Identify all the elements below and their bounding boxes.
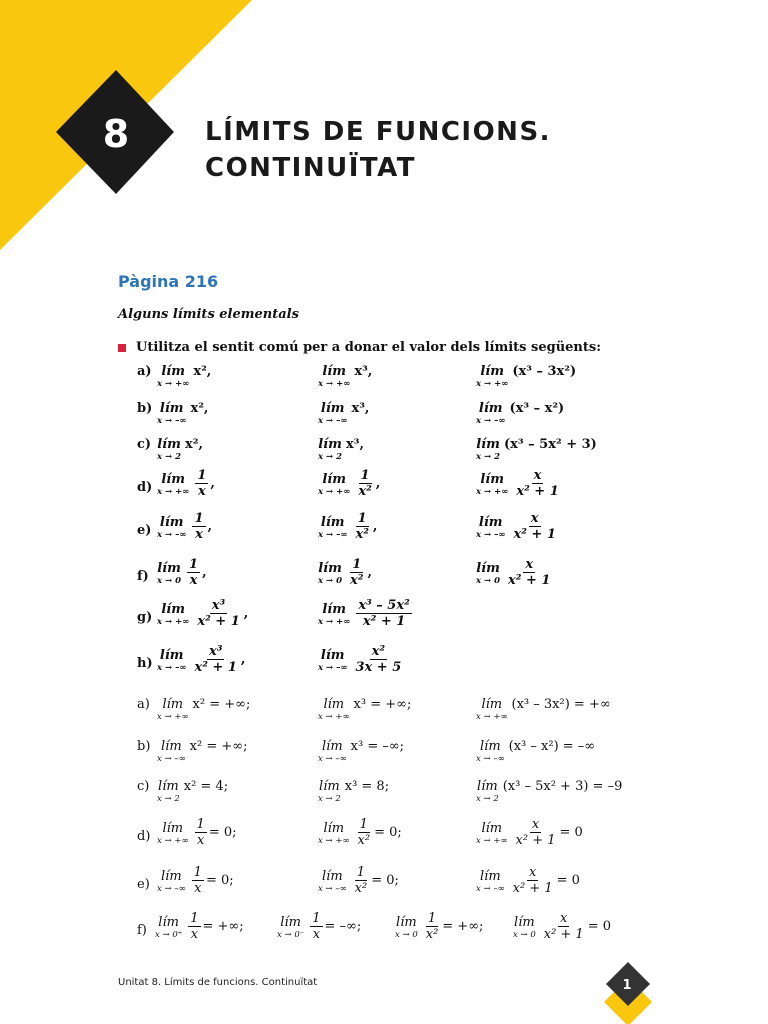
limit-subscript: x → –∞	[318, 663, 348, 673]
fraction	[192, 644, 238, 675]
limit-result: ,	[375, 476, 381, 491]
limit-subscript: x → 0	[318, 576, 343, 586]
limit-word: lím	[322, 739, 343, 754]
limit-word: lím	[157, 437, 181, 452]
question-limit-cell	[157, 598, 248, 629]
limit-expression: x² = +∞;	[189, 739, 248, 754]
limit-subscript: x → –∞	[476, 754, 505, 764]
answer-limit-cell	[318, 739, 404, 764]
fraction-numerator: x²	[371, 644, 386, 659]
limit-operator	[476, 401, 505, 426]
limit-word: lím	[162, 697, 184, 712]
limit-operator	[157, 602, 189, 627]
fraction-numerator: 1	[359, 817, 368, 832]
fraction-numerator: 1	[193, 865, 202, 880]
limit-subscript: x → 0	[476, 576, 501, 586]
limit-word: lím	[158, 779, 179, 794]
limit-operator	[318, 561, 342, 586]
fraction-numerator: x	[560, 911, 568, 926]
answer-label: e)	[137, 877, 150, 892]
exercise-instruction	[118, 340, 601, 355]
fraction	[514, 817, 558, 848]
limit-expression: x² = +∞;	[192, 697, 251, 712]
fraction-numerator: 1	[194, 511, 204, 526]
limit-subscript: x → +∞	[318, 712, 350, 722]
limit-subscript: x → –∞	[157, 754, 186, 764]
limit-operator	[476, 869, 505, 894]
limit-operator	[318, 739, 347, 764]
answer-limit-cell	[476, 817, 583, 848]
fraction-denominator: x²	[425, 927, 439, 942]
answer-limit-cell	[476, 779, 622, 804]
limit-word: lím	[161, 472, 185, 487]
fraction	[542, 911, 586, 942]
limit-subscript: x → 0⁻	[277, 930, 305, 940]
question-limit-cell	[157, 401, 208, 426]
limit-subscript: x → +∞	[318, 836, 350, 846]
chapter-title-line1: LÍMITS DE FUNCIONS.	[205, 117, 552, 147]
limit-subscript: x → +∞	[157, 712, 189, 722]
question-limit-cell	[476, 511, 560, 542]
question-limit-cell	[476, 401, 564, 426]
question-limit-cell	[157, 557, 207, 588]
fraction-numerator: 1	[357, 511, 367, 526]
limit-operator	[476, 472, 508, 497]
limit-operator	[476, 739, 505, 764]
limit-word: lím	[481, 821, 503, 836]
limit-operator	[476, 697, 508, 722]
limit-expression: x² = 4;	[183, 779, 229, 794]
limit-subscript: x → +∞	[476, 836, 508, 846]
limit-expression: (x³ – x²) = –∞	[508, 739, 596, 754]
limit-operator	[318, 697, 350, 722]
fraction-denominator: x	[189, 573, 198, 588]
limit-word: lím	[476, 437, 500, 452]
instruction-text: Utilitza el sentit comú per a donar el valor dels límits següents:	[136, 340, 601, 355]
section-subheading: Alguns límits elementals	[118, 307, 299, 322]
fraction-denominator: x² + 1	[362, 614, 406, 629]
limit-word: lím	[159, 515, 184, 530]
fraction-denominator: x	[190, 927, 199, 942]
question-label: d)	[137, 480, 153, 495]
fraction-denominator: 3x + 5	[355, 660, 402, 675]
limit-subscript: x → +∞	[157, 617, 190, 627]
question-label: a)	[137, 364, 152, 379]
answer-limit-cell	[157, 697, 250, 722]
fraction-denominator: x	[197, 484, 206, 499]
question-label: h)	[137, 656, 153, 671]
question-label: b)	[137, 401, 153, 416]
fraction-numerator: 1	[352, 557, 362, 572]
limit-operator	[157, 401, 186, 426]
limit-subscript: x → –∞	[318, 754, 347, 764]
fraction-numerator: 1	[189, 557, 199, 572]
limit-subscript: x → 0	[395, 930, 418, 940]
answer-label: c)	[137, 779, 150, 794]
fraction-denominator: x	[195, 527, 203, 542]
limit-operator	[318, 602, 350, 627]
fraction-denominator: x² + 1	[516, 484, 559, 499]
limit-operator	[157, 739, 186, 764]
question-limit-cell	[476, 364, 576, 389]
limit-result: ,	[372, 519, 378, 534]
limit-result: = 0;	[371, 873, 399, 888]
answer-label: d)	[137, 829, 151, 844]
limit-subscript: x → +∞	[318, 379, 351, 389]
limit-word: lím	[478, 401, 503, 416]
limit-word: lím	[161, 869, 182, 884]
fraction-denominator: x² + 1	[543, 927, 584, 942]
fraction-numerator: 1	[427, 911, 437, 926]
limit-subscript: x → –∞	[157, 416, 187, 426]
limit-subscript: x → +∞	[157, 487, 190, 497]
limit-expression: x²,	[185, 437, 204, 452]
limit-word: lím	[323, 821, 345, 836]
limit-expression: (x³ – 5x² + 3) = –9	[502, 779, 623, 794]
fraction-denominator: x²	[354, 881, 368, 896]
answer-limit-cell	[157, 739, 247, 764]
fraction	[424, 911, 441, 942]
fraction	[356, 817, 373, 848]
fraction-numerator: 1	[312, 911, 321, 926]
question-label: e)	[137, 523, 152, 538]
limit-subscript: x → –∞	[318, 416, 348, 426]
limit-expression: x³,	[351, 401, 370, 416]
limit-word: lím	[318, 437, 342, 452]
limit-subscript: x → –∞	[318, 884, 347, 894]
limit-subscript: x → –∞	[318, 530, 348, 540]
fraction-denominator: x²	[350, 573, 364, 588]
limit-word: lím	[157, 561, 181, 576]
limit-operator	[318, 869, 347, 894]
limit-word: lím	[480, 364, 504, 379]
limit-result: = 0;	[374, 825, 402, 840]
limit-word: lím	[476, 561, 500, 576]
limit-subscript: x → +∞	[157, 836, 189, 846]
fraction	[511, 865, 555, 896]
limit-result: ,	[240, 652, 246, 667]
limit-word: lím	[477, 779, 498, 794]
fraction-denominator: x²	[357, 833, 371, 848]
limit-word: lím	[161, 364, 185, 379]
limit-word: lím	[323, 697, 345, 712]
limit-subscript: x → –∞	[476, 530, 506, 540]
fraction	[514, 468, 560, 499]
answer-limit-cell	[157, 817, 237, 848]
limit-operator	[157, 515, 186, 540]
limit-result: = +∞;	[202, 919, 244, 934]
limit-word: lím	[161, 739, 182, 754]
fraction-denominator: x² + 1	[197, 614, 240, 629]
limit-word: lím	[320, 648, 345, 663]
answer-label: b)	[137, 739, 151, 754]
fraction-numerator: 1	[360, 468, 370, 483]
limit-word: lím	[481, 697, 503, 712]
limit-word: lím	[161, 602, 185, 617]
limit-result: ,	[202, 565, 207, 580]
answer-limit-cell	[476, 697, 611, 722]
limit-operator	[157, 648, 186, 673]
bullet-square-icon	[118, 344, 126, 352]
limit-word: lím	[319, 779, 340, 794]
limit-operator	[476, 437, 500, 462]
question-limit-cell	[157, 364, 211, 389]
question-label: f)	[137, 569, 149, 584]
limit-subscript: x → +∞	[476, 379, 509, 389]
question-limit-cell	[318, 437, 364, 462]
fraction	[195, 817, 207, 848]
fraction	[353, 865, 370, 896]
question-limit-cell	[476, 437, 597, 462]
limit-subscript: x → 2	[157, 452, 182, 462]
fraction-denominator: x²	[358, 484, 372, 499]
question-label: c)	[137, 437, 152, 452]
question-limit-cell	[476, 557, 554, 588]
fraction-numerator: 1	[196, 817, 205, 832]
answer-limit-cell	[157, 779, 228, 804]
limit-word: lím	[396, 915, 417, 930]
limit-subscript: x → –∞	[157, 884, 186, 894]
limit-word: lím	[159, 648, 184, 663]
chapter-title-line2: CONTINUÏTAT	[205, 153, 416, 183]
limit-word: lím	[322, 472, 346, 487]
limit-operator	[277, 915, 304, 940]
limit-word: lím	[480, 472, 504, 487]
limit-result: = +∞;	[442, 919, 484, 934]
fraction	[192, 511, 205, 542]
limit-operator	[157, 561, 181, 586]
fraction-numerator: x	[530, 511, 539, 526]
answer-limit-cell	[476, 739, 595, 764]
question-limit-cell	[157, 644, 245, 675]
fraction-numerator: x	[525, 557, 534, 572]
fraction-denominator: x	[312, 927, 321, 942]
limit-operator	[318, 779, 341, 804]
fraction-denominator: x	[194, 881, 202, 896]
fraction	[310, 911, 322, 942]
limit-expression: x³ = 8;	[344, 779, 390, 794]
limit-subscript: x → 2	[318, 452, 343, 462]
limit-expression: (x³ – 3x²) = +∞	[511, 697, 611, 712]
limit-operator	[318, 437, 342, 462]
fraction-numerator: x	[531, 817, 540, 832]
limit-word: lím	[320, 401, 345, 416]
answer-limit-cell	[155, 911, 244, 942]
limit-operator	[318, 821, 350, 846]
fraction-numerator: 1	[190, 911, 199, 926]
limit-operator	[157, 779, 180, 804]
fraction	[187, 557, 200, 588]
limit-subscript: x → +∞	[157, 379, 190, 389]
fraction	[195, 468, 208, 499]
limit-word: lím	[320, 515, 345, 530]
limit-subscript: x → 2	[318, 794, 341, 804]
limit-expression: (x³ – 3x²)	[512, 364, 577, 379]
answer-limit-cell	[476, 865, 580, 896]
limit-subscript: x → 2	[476, 452, 501, 462]
fraction-denominator: x	[197, 833, 205, 848]
question-limit-cell	[318, 598, 414, 629]
limit-operator	[318, 364, 350, 389]
limit-word: lím	[158, 915, 179, 930]
fraction-denominator: x² + 1	[194, 660, 237, 675]
fraction	[195, 598, 241, 629]
question-limit-cell	[318, 468, 380, 499]
limit-subscript: x → 2	[157, 794, 180, 804]
fraction	[188, 911, 200, 942]
limit-result: = –∞;	[324, 919, 362, 934]
limit-result: = 0;	[208, 825, 237, 840]
question-limit-cell	[318, 644, 405, 675]
question-label: g)	[137, 610, 153, 625]
fraction	[353, 644, 403, 675]
fraction	[356, 598, 412, 629]
answer-limit-cell	[318, 779, 389, 804]
limit-subscript: x → 0	[513, 930, 536, 940]
answer-limit-cell	[318, 817, 402, 848]
answer-limit-cell	[395, 911, 483, 942]
limit-expression: x³ = –∞;	[350, 739, 405, 754]
limit-result: = 0;	[205, 873, 234, 888]
limit-operator	[157, 364, 189, 389]
fraction-numerator: x³ – 5x²	[358, 598, 410, 613]
limit-result: ,	[207, 519, 213, 534]
limit-operator	[318, 515, 347, 540]
answer-limit-cell	[513, 911, 611, 942]
question-limit-cell	[476, 468, 563, 499]
limit-expression: (x³ – 5x² + 3)	[504, 437, 597, 452]
limit-operator	[157, 437, 181, 462]
limit-operator	[476, 561, 500, 586]
limit-subscript: x → –∞	[157, 530, 187, 540]
limit-operator	[157, 869, 186, 894]
limit-operator	[318, 401, 347, 426]
limit-result: ,	[210, 476, 215, 491]
limit-subscript: x → +∞	[318, 617, 351, 627]
answer-limit-cell	[277, 911, 361, 942]
fraction-numerator: 1	[197, 468, 207, 483]
limit-word: lím	[322, 869, 343, 884]
fraction	[353, 511, 370, 542]
limit-expression: (x³ – x²)	[509, 401, 565, 416]
fraction-numerator: 1	[356, 865, 366, 880]
limit-expression: x²,	[190, 401, 209, 416]
limit-expression: x²,	[193, 364, 212, 379]
limit-word: lím	[514, 915, 535, 930]
limit-word: lím	[318, 561, 342, 576]
limit-result: = 0	[556, 873, 580, 888]
page-footer: Unitat 8. Límits de funcions. Continuïtat	[118, 977, 318, 988]
limit-operator	[476, 515, 505, 540]
limit-operator	[318, 472, 350, 497]
limit-subscript: x → 0⁺	[155, 930, 183, 940]
chapter-number: 8	[102, 112, 130, 156]
limit-operator	[157, 472, 189, 497]
limit-subscript: x → +∞	[476, 487, 509, 497]
page-label: Pàgina 216	[118, 272, 219, 291]
limit-operator	[395, 915, 418, 940]
limit-result: = 0	[587, 919, 612, 934]
limit-operator	[513, 915, 536, 940]
fraction-denominator: x² + 1	[513, 527, 556, 542]
answer-limit-cell	[318, 697, 411, 722]
fraction	[192, 865, 204, 896]
fraction-numerator: x³	[208, 644, 223, 659]
limit-operator	[476, 364, 508, 389]
limit-operator	[155, 915, 182, 940]
limit-subscript: x → +∞	[318, 487, 351, 497]
limit-result: ,	[243, 606, 249, 621]
limit-subscript: x → –∞	[157, 663, 187, 673]
question-limit-cell	[157, 468, 215, 499]
limit-subscript: x → 0	[157, 576, 182, 586]
fraction	[356, 468, 373, 499]
chapter-title	[205, 114, 551, 186]
limit-operator	[318, 648, 347, 673]
limit-word: lím	[480, 739, 501, 754]
fraction	[506, 557, 552, 588]
answer-limit-cell	[157, 865, 234, 896]
fraction-denominator: x²	[355, 527, 369, 542]
page-number: 1	[622, 977, 632, 993]
limit-result: ,	[367, 565, 373, 580]
question-limit-cell	[318, 364, 372, 389]
limit-operator	[157, 697, 189, 722]
answer-label: f)	[137, 923, 147, 938]
fraction-numerator: x³	[211, 598, 226, 613]
fraction-numerator: x	[528, 865, 537, 880]
answer-label: a)	[137, 697, 150, 712]
limit-result: = 0	[559, 825, 583, 840]
limit-word: lím	[280, 915, 301, 930]
limit-word: lím	[480, 869, 501, 884]
limit-word: lím	[322, 364, 346, 379]
limit-operator	[157, 821, 189, 846]
question-limit-cell	[318, 557, 372, 588]
limit-expression: x³,	[346, 437, 365, 452]
fraction	[511, 511, 557, 542]
question-limit-cell	[318, 511, 377, 542]
fraction-denominator: x² + 1	[515, 833, 556, 848]
answer-limit-cell	[318, 865, 399, 896]
fraction-denominator: x² + 1	[512, 881, 553, 896]
limit-word: lím	[322, 602, 346, 617]
limit-subscript: x → –∞	[476, 884, 505, 894]
question-limit-cell	[318, 401, 369, 426]
limit-subscript: x → 2	[476, 794, 499, 804]
limit-subscript: x → +∞	[476, 712, 508, 722]
limit-subscript: x → –∞	[476, 416, 506, 426]
limit-operator	[476, 821, 508, 846]
limit-word: lím	[162, 821, 184, 836]
question-limit-cell	[157, 511, 212, 542]
limit-expression: x³,	[354, 364, 373, 379]
limit-word: lím	[478, 515, 503, 530]
limit-expression: x³ = +∞;	[353, 697, 412, 712]
fraction-numerator: x	[533, 468, 542, 483]
limit-operator	[476, 779, 499, 804]
fraction	[348, 557, 365, 588]
fraction-denominator: x² + 1	[508, 573, 551, 588]
limit-word: lím	[159, 401, 184, 416]
question-limit-cell	[157, 437, 203, 462]
